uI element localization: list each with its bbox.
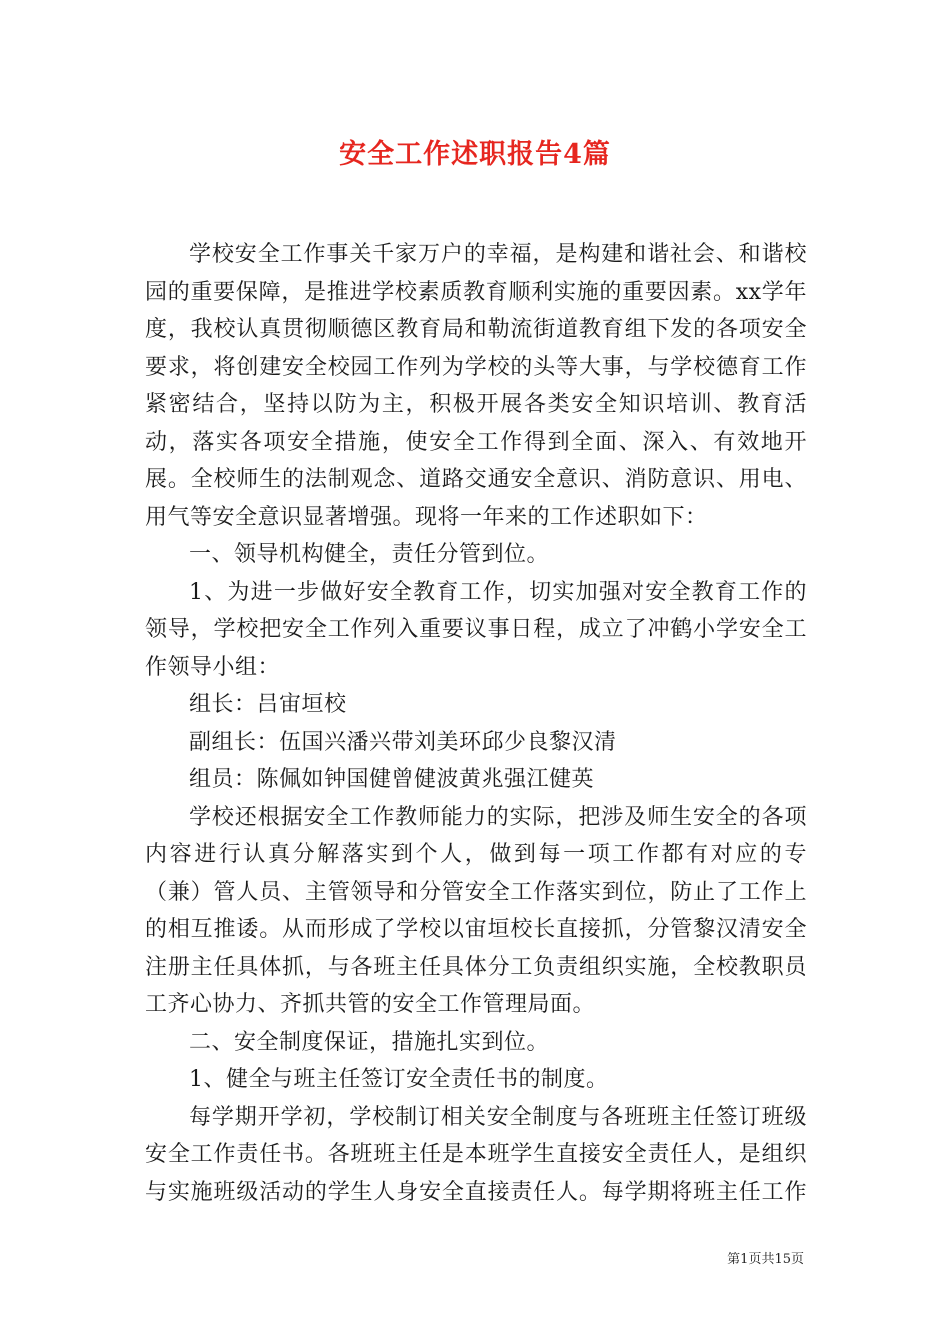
- document-title: 安全工作述职报告4篇: [339, 139, 611, 170]
- paragraph-responsibility: 学校还根据安全工作教师能力的实际，把涉及师生安全的各项内容进行认真分解落实到个人，做到每一项工作都有对应的专（兼）管人员、主管领导和分管安全工作落实到位，防止了工作上的相互推诿。从而形成了学校以宙垣校长直接抓，分管黎汉清安全注册主任具体抓，与各班主任具体分工负责组织实施，全校教职员工齐心协力、齐抓共管的安全工作管理局面。: [145, 804, 807, 1017]
- page-number: 第1页共15页: [727, 1252, 804, 1267]
- subsection-heading: 1、健全与班主任签订安全责任书的制度。: [189, 1067, 609, 1092]
- deputy-leaders-line: 副组长：伍国兴潘兴带刘美环邱少良黎汉清: [189, 729, 617, 755]
- team-members-line: 组员：陈佩如钟国健曾健波黄兆强江健英: [189, 767, 595, 792]
- team-leader-line: 组长：吕宙垣校: [189, 692, 347, 717]
- document-body: [145, 236, 807, 1211]
- section-heading-2: 二、安全制度保证，措施扎实到位。: [189, 1029, 550, 1055]
- paragraph-leadership-group: 1、为进一步做好安全教育工作，切实加强对安全教育工作的领导，学校把安全工作列入重要议事日程，成立了冲鹤小学安全工作领导小组：: [145, 579, 807, 680]
- section-heading-1: 一、领导机构健全，责任分管到位。: [189, 542, 550, 567]
- paragraph-intro: 学校安全工作事关千家万户的幸福，是构建和谐社会、和谐校园的重要保障，是推进学校素质教育顺利实施的重要因素。xx学年度，我校认真贯彻顺德区教育局和勒流街道教育组下发的各项安全要求，将创建安全校园工作列为学校的头等大事，与学校德育工作紧密结合，坚持以防为主，积极开展各类安全知识培训、教育活动，落实各项安全措施，使安全工作得到全面、深入、有效地开展。全校师生的法制观念、道路交通安全意识、消防意识、用电、用气等安全意识显著增强。现将一年来的工作述职如下：: [145, 242, 807, 530]
- paragraph-responsibility-book: 每学期开学初，学校制订相关安全制度与各班班主任签订班级安全工作责任书。各班班主任是本班学生直接安全责任人，是组织与实施班级活动的学生人身安全直接责任人。每学期将班主任工作: [145, 1104, 807, 1205]
